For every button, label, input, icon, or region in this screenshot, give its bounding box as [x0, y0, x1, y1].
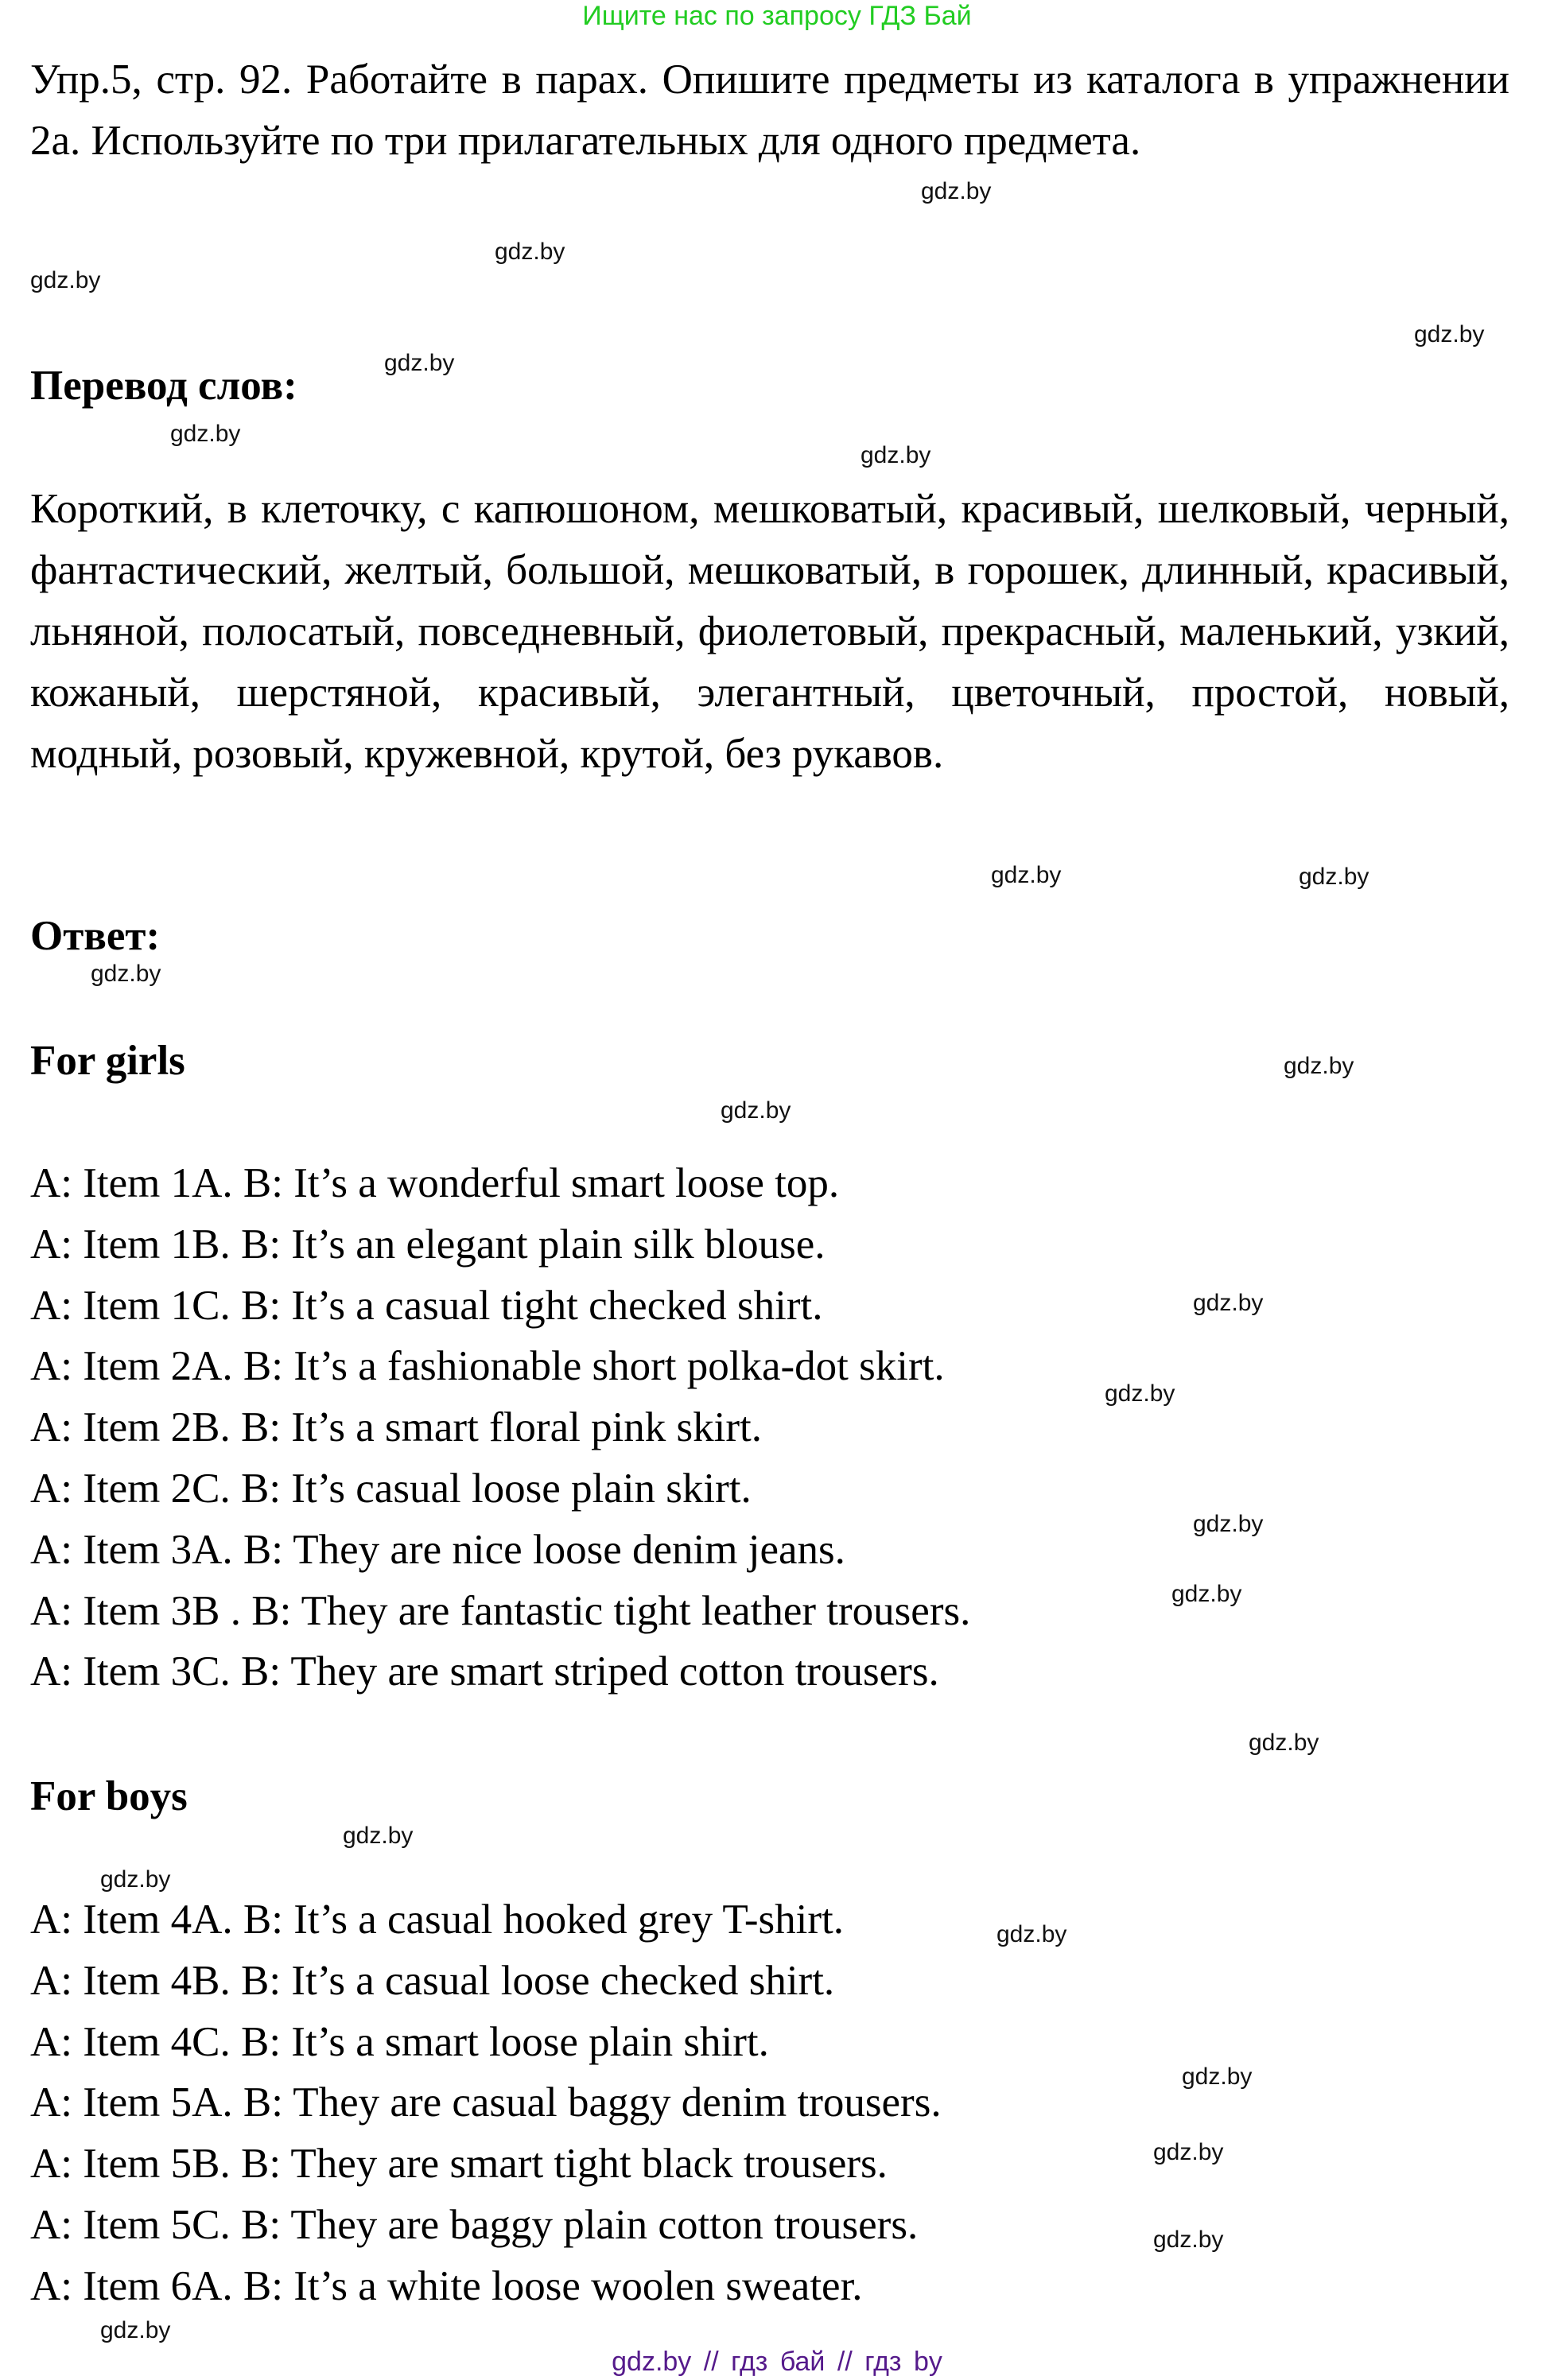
answer-heading: Ответ:	[30, 913, 161, 959]
boys-answer-line: A: Item 5A. B: They are casual baggy denim trousers.	[30, 2079, 942, 2126]
girls-answer-line: A: Item 2B. B: It’s a smart floral pink skirt.	[30, 1404, 763, 1451]
girls-answer-line: A: Item 3C. B: They are smart striped cotton trousers.	[30, 1648, 939, 1695]
watermark: gdz.by	[170, 421, 241, 447]
boys-answer-line: A: Item 6A. B: It’s a white loose woolen sweater.	[30, 2262, 863, 2309]
girls-answer-line: A: Item 1C. B: It’s a casual tight checked shirt.	[30, 1282, 823, 1329]
watermark: gdz.by	[997, 1921, 1067, 1947]
boys-answer-line: A: Item 4C. B: It’s a smart loose plain shirt.	[30, 2018, 769, 2065]
watermark: gdz.by	[721, 1097, 791, 1124]
watermark: gdz.by	[1153, 2139, 1224, 2165]
promo-banner[interactable]: Ищите нас по запросу ГДЗ Бай	[582, 1, 972, 31]
watermark: gdz.by	[1153, 2227, 1224, 2253]
watermark: gdz.by	[861, 442, 931, 468]
watermark: gdz.by	[30, 267, 101, 293]
watermark: gdz.by	[1249, 1730, 1319, 1756]
girls-heading: For girls	[30, 1038, 185, 1084]
girls-answer-line: A: Item 3A. B: They are nice loose denim jeans.	[30, 1526, 845, 1573]
footer-links[interactable]: gdz.by // гдз бай // гдз by	[612, 2347, 942, 2377]
watermark: gdz.by	[1284, 1053, 1354, 1079]
translation-text: Короткий, в клеточку, с капюшоном, мешковатый, красивый, шелковый, черный, фантастический, желтый, большой, мешковатый, в горошек, длинный, красивый, льняной, полосатый, повседневный, фиолетовый, прекрасный, маленький, узкий, кожаный, шерстяной, красивый, элегантный, цветочный, простой, новый, модный, розовый, кружевной, крутой, без рукавов.	[30, 486, 1509, 777]
girls-answer-line: A: Item 2C. B: It’s casual loose plain skirt.	[30, 1466, 752, 1512]
boys-answer-line: A: Item 4A. B: It’s a casual hooked grey T-shirt.	[30, 1897, 845, 1943]
watermark: gdz.by	[1171, 1581, 1242, 1607]
watermark: gdz.by	[1105, 1380, 1175, 1407]
watermark: gdz.by	[1193, 1511, 1264, 1537]
boys-answer-line: A: Item 5B. B: They are smart tight black trousers.	[30, 2141, 888, 2188]
boys-answer-line: A: Item 4B. B: It’s a casual loose checked shirt.	[30, 1957, 835, 2004]
watermark: gdz.by	[384, 350, 455, 376]
task-text: Упр.5, стр. 92. Работайте в парах. Опишите предметы из каталога в упражнении 2а. Используйте по три прилагательных для одного предмета.	[30, 56, 1509, 164]
boys-heading: For boys	[30, 1773, 188, 1819]
watermark: gdz.by	[495, 239, 565, 265]
watermark: gdz.by	[1182, 2064, 1253, 2090]
watermark: gdz.by	[921, 178, 992, 204]
watermark: gdz.by	[100, 1866, 171, 1893]
watermark: gdz.by	[1193, 1290, 1264, 1316]
watermark: gdz.by	[991, 862, 1062, 888]
girls-answer-line: A: Item 2A. B: It’s a fashionable short polka-dot skirt.	[30, 1343, 945, 1390]
watermark: gdz.by	[100, 2317, 171, 2343]
boys-answer-line: A: Item 5C. B: They are baggy plain cotton trousers.	[30, 2202, 919, 2248]
watermark: gdz.by	[343, 1823, 414, 1849]
watermark: gdz.by	[1414, 321, 1485, 347]
translation-heading: Перевод слов:	[30, 363, 297, 409]
girls-answer-line: A: Item 1A. B: It’s a wonderful smart loose top.	[30, 1160, 840, 1206]
watermark: gdz.by	[91, 961, 161, 987]
girls-answer-line: A: Item 3B . B: They are fantastic tight leather trousers.	[30, 1587, 971, 1634]
girls-answer-line: A: Item 1B. B: It’s an elegant plain silk blouse.	[30, 1221, 826, 1268]
watermark: gdz.by	[1299, 864, 1369, 890]
